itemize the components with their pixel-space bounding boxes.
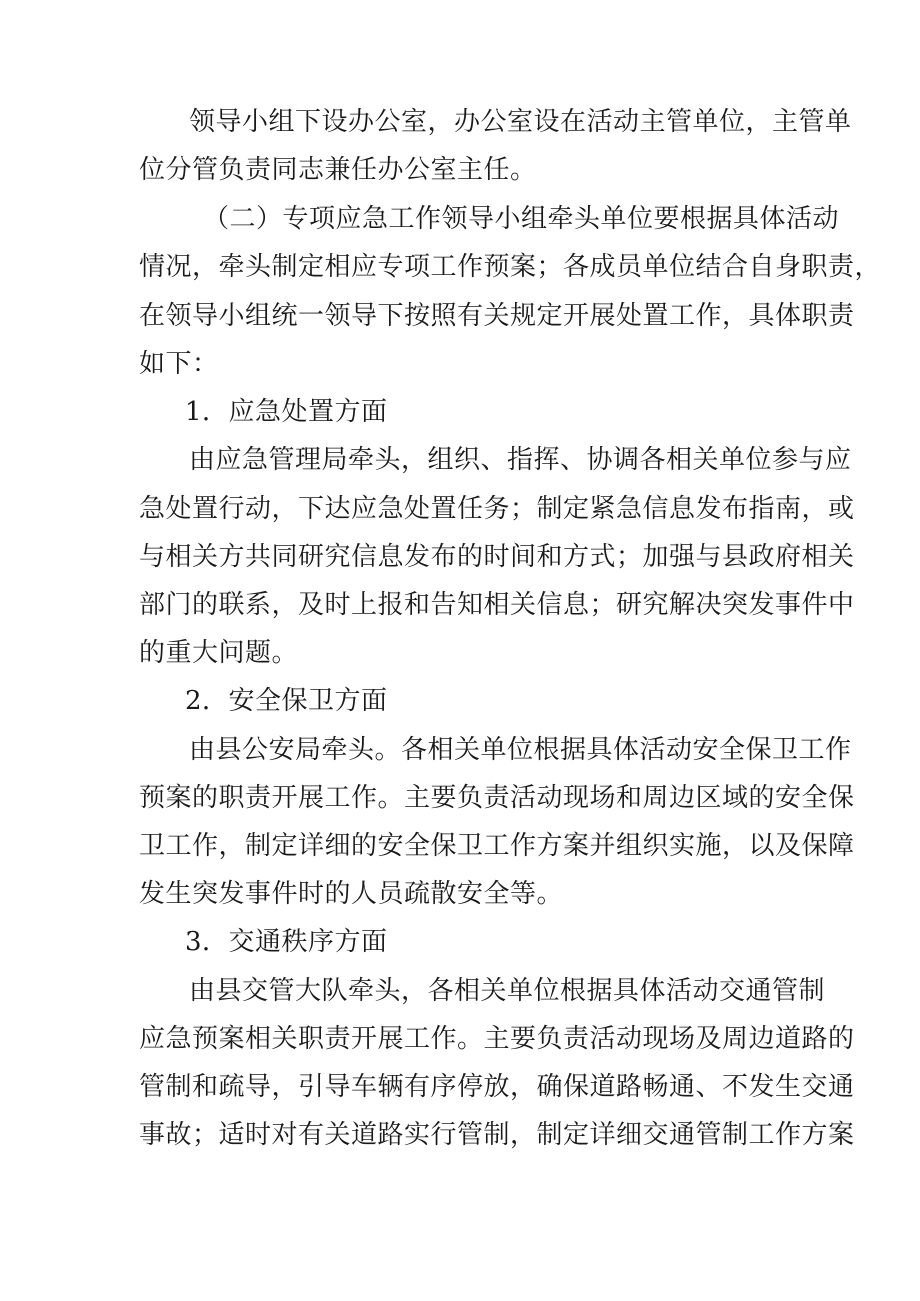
paragraph-line: 情况，牵头制定相应专项工作预案；各成员单位结合自身职责， (139, 252, 882, 282)
paragraph-line: 发生突发事件时的人员疏散安全等。 (139, 879, 564, 909)
paragraph-line: 由应急管理局牵头，组织、指挥、协调各相关单位参与应 (189, 445, 852, 475)
paragraph-line: 位分管负责同志兼任办公室主任。 (139, 155, 537, 185)
paragraph-line: 卫工作，制定详细的安全保卫工作方案并组织实施，以及保障 (139, 831, 855, 861)
paragraph-line: （二）专项应急工作领导小组牵头单位要根据具体活动 (203, 204, 840, 234)
section-heading: 3．交通秩序方面 (185, 927, 388, 957)
section-heading: 2．安全保卫方面 (185, 686, 388, 716)
paragraph-line: 在领导小组统一领导下按照有关规定开展处置工作，具体职责 (139, 301, 855, 331)
paragraph-line: 急处置行动，下达应急处置任务；制定紧急信息发布指南，或 (139, 494, 855, 524)
section-heading: 1．应急处置方面 (185, 397, 388, 427)
paragraph-line: 如下： (139, 349, 219, 379)
paragraph-line: 由县交管大队牵头，各相关单位根据具体活动交通管制 (189, 976, 826, 1006)
paragraph-line: 事故；适时对有关道路实行管制，制定详细交通管制工作方案 (139, 1120, 855, 1150)
paragraph-line: 管制和疏导，引导车辆有序停放，确保道路畅通、不发生交通 (139, 1072, 855, 1102)
paragraph-line: 预案的职责开展工作。主要负责活动现场和周边区域的安全保 (139, 783, 855, 813)
paragraph-line: 由县公安局牵头。各相关单位根据具体活动安全保卫工作 (189, 735, 852, 765)
paragraph-line: 与相关方共同研究信息发布的时间和方式；加强与县政府相关 (139, 542, 855, 572)
paragraph-line: 的重大问题。 (139, 638, 299, 668)
paragraph-line: 领导小组下设办公室，办公室设在活动主管单位，主管单 (189, 107, 852, 137)
paragraph-line: 应急预案相关职责开展工作。主要负责活动现场及周边道路的 (139, 1024, 855, 1054)
paragraph-line: 部门的联系，及时上报和告知相关信息；研究解决突发事件中 (139, 590, 855, 620)
